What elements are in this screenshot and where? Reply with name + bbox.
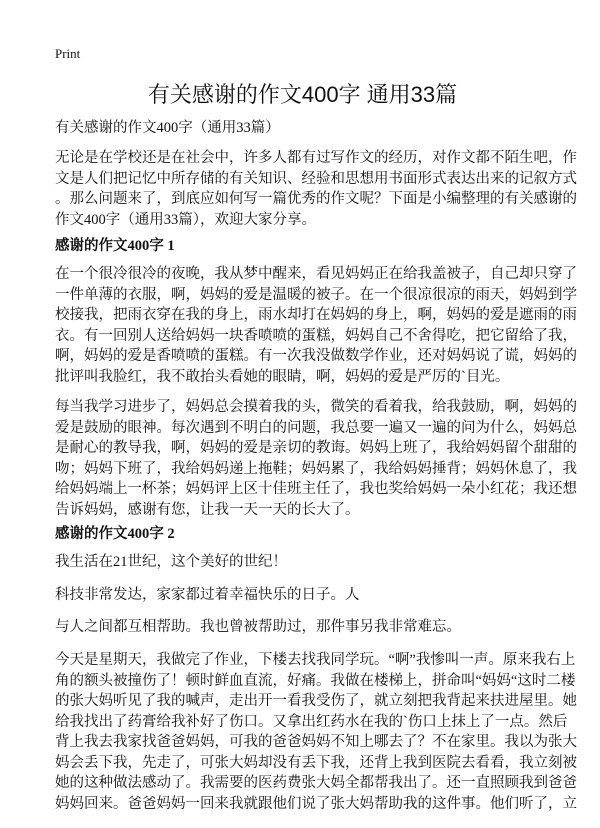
text-line: 背上我去我家找爸爸妈妈，可我的爸爸妈妈不知上哪去了？不在家里。我以为张大 xyxy=(55,734,577,750)
text-line: 给妈妈端上一杯茶；妈妈评上区十佳班主任了，我也奖给妈妈一朵小红花；我还想 xyxy=(55,481,577,497)
section1-paragraph-2 xyxy=(55,397,577,520)
text-line: 的张大妈听见了我的喊声，走出开一看我受伤了，就立刻把我背起来扶进屋里。她 xyxy=(55,693,577,709)
text-line: 啊，妈妈的爱是香喷喷的蛋糕。有一次我没做数学作业，还对妈妈说了谎，妈妈的 xyxy=(55,348,577,364)
text-line: 给我找出了药膏给我补好了伤口。又拿出红药水在我的`伤口上抹上了一点。然后 xyxy=(55,713,568,730)
text-line: 是耐心的教导我，啊，妈妈的爱是亲切的教诲。妈妈上班了，我给妈妈留个甜甜的 xyxy=(55,440,577,456)
section2-paragraph-2: 科技非常发达，家家都过着幸福快乐的日子。人 xyxy=(55,587,360,603)
text-line: 校接我，把雨衣穿在我的身上，雨水却打在妈妈的身上，啊，妈妈的爱是遮雨的雨 xyxy=(55,307,577,323)
text-line: 在一个很冷很冷的夜晚，我从梦中醒来，看见妈妈正在给我盖被子，自己却只穿了 xyxy=(55,266,577,282)
text-line: 今天是星期天，我做完了作业，下楼去找我同学玩。“啊”我惨叫一声。原来我右上 xyxy=(55,652,576,668)
text-line: 角的额头被撞伤了！顿时鲜血直流，好痛。我做在楼梯上，拼命叫“妈妈“这时二楼 xyxy=(55,672,576,689)
text-line: 她的这种做法感动了。我需要的医药费张大妈全都帮我出了。还一直照顾我到爸爸 xyxy=(55,775,577,791)
page-title: 有关感谢的作文400字 通用33篇 xyxy=(147,82,458,107)
text-line: 妈会丢下我，先走了，可张大妈却没有丢下我，还背上我到医院去看看，我立刻被 xyxy=(55,754,577,771)
text-line: 。那么问题来了，到底应如何写一篇优秀的作文呢？下面是小编整理的有关感谢的 xyxy=(55,191,577,207)
text-line: 每当我学习进步了，妈妈总会摸着我的头，微笑的看着我，给我鼓励，啊，妈妈的 xyxy=(55,399,577,415)
text-line: 文是人们把记忆中所存储的有关知识、经验和思想用书面形式表达出来的记叙方式 xyxy=(55,170,577,187)
section-heading-2: 感谢的作文400字 2 xyxy=(55,526,175,542)
section2-paragraph-3: 与人之间都互相帮助。我也曾被帮助过，那件事另我非常难忘。 xyxy=(55,619,461,635)
text-line: 无论是在学校还是在社会中，许多人都有过写作文的经历，对作文都不陌生吧，作 xyxy=(55,150,577,166)
text-line: 爱是鼓励的眼神。每次遇到不明白的问题，我总要一遍又一遍的问为什么，妈妈总 xyxy=(55,419,577,436)
text-line: 吻；妈妈下班了，我给妈妈递上拖鞋；妈妈累了，我给妈妈捶背；妈妈休息了，我 xyxy=(55,460,577,477)
intro-paragraph xyxy=(55,148,577,230)
text-line: 作文400字（通用33篇），欢迎大家分享。 xyxy=(55,211,316,228)
text-line: 妈妈回来。爸爸妈妈一回来我就跟他们说了张大妈帮助我的这件事。他们听了，立 xyxy=(55,795,577,812)
section2-paragraph-1: 我生活在21世纪，这个美好的世纪！ xyxy=(55,554,287,570)
text-line: 衣。有一回别人送给妈妈一块香喷喷的蛋糕，妈妈自己不舍得吃，把它留给了我， xyxy=(55,327,577,344)
section1-paragraph-1 xyxy=(55,264,577,387)
text-line: 告诉妈妈，感谢有您，让我一天一天的长大了。 xyxy=(55,501,360,518)
subtitle: 有关感谢的作文400字（通用33篇） xyxy=(55,120,280,136)
section2-paragraph-4 xyxy=(55,650,577,814)
print-label[interactable]: Print xyxy=(55,46,81,61)
text-line: 批评叫我脸红，我不敢抬头看她的眼睛，啊，妈妈的爱是严厉的`目光。 xyxy=(55,368,510,385)
section-heading-1: 感谢的作文400字 1 xyxy=(55,238,175,254)
text-line: 一件单薄的衣服，啊，妈妈的爱是温暖的被子。在一个很凉很凉的雨天，妈妈到学 xyxy=(55,286,577,303)
